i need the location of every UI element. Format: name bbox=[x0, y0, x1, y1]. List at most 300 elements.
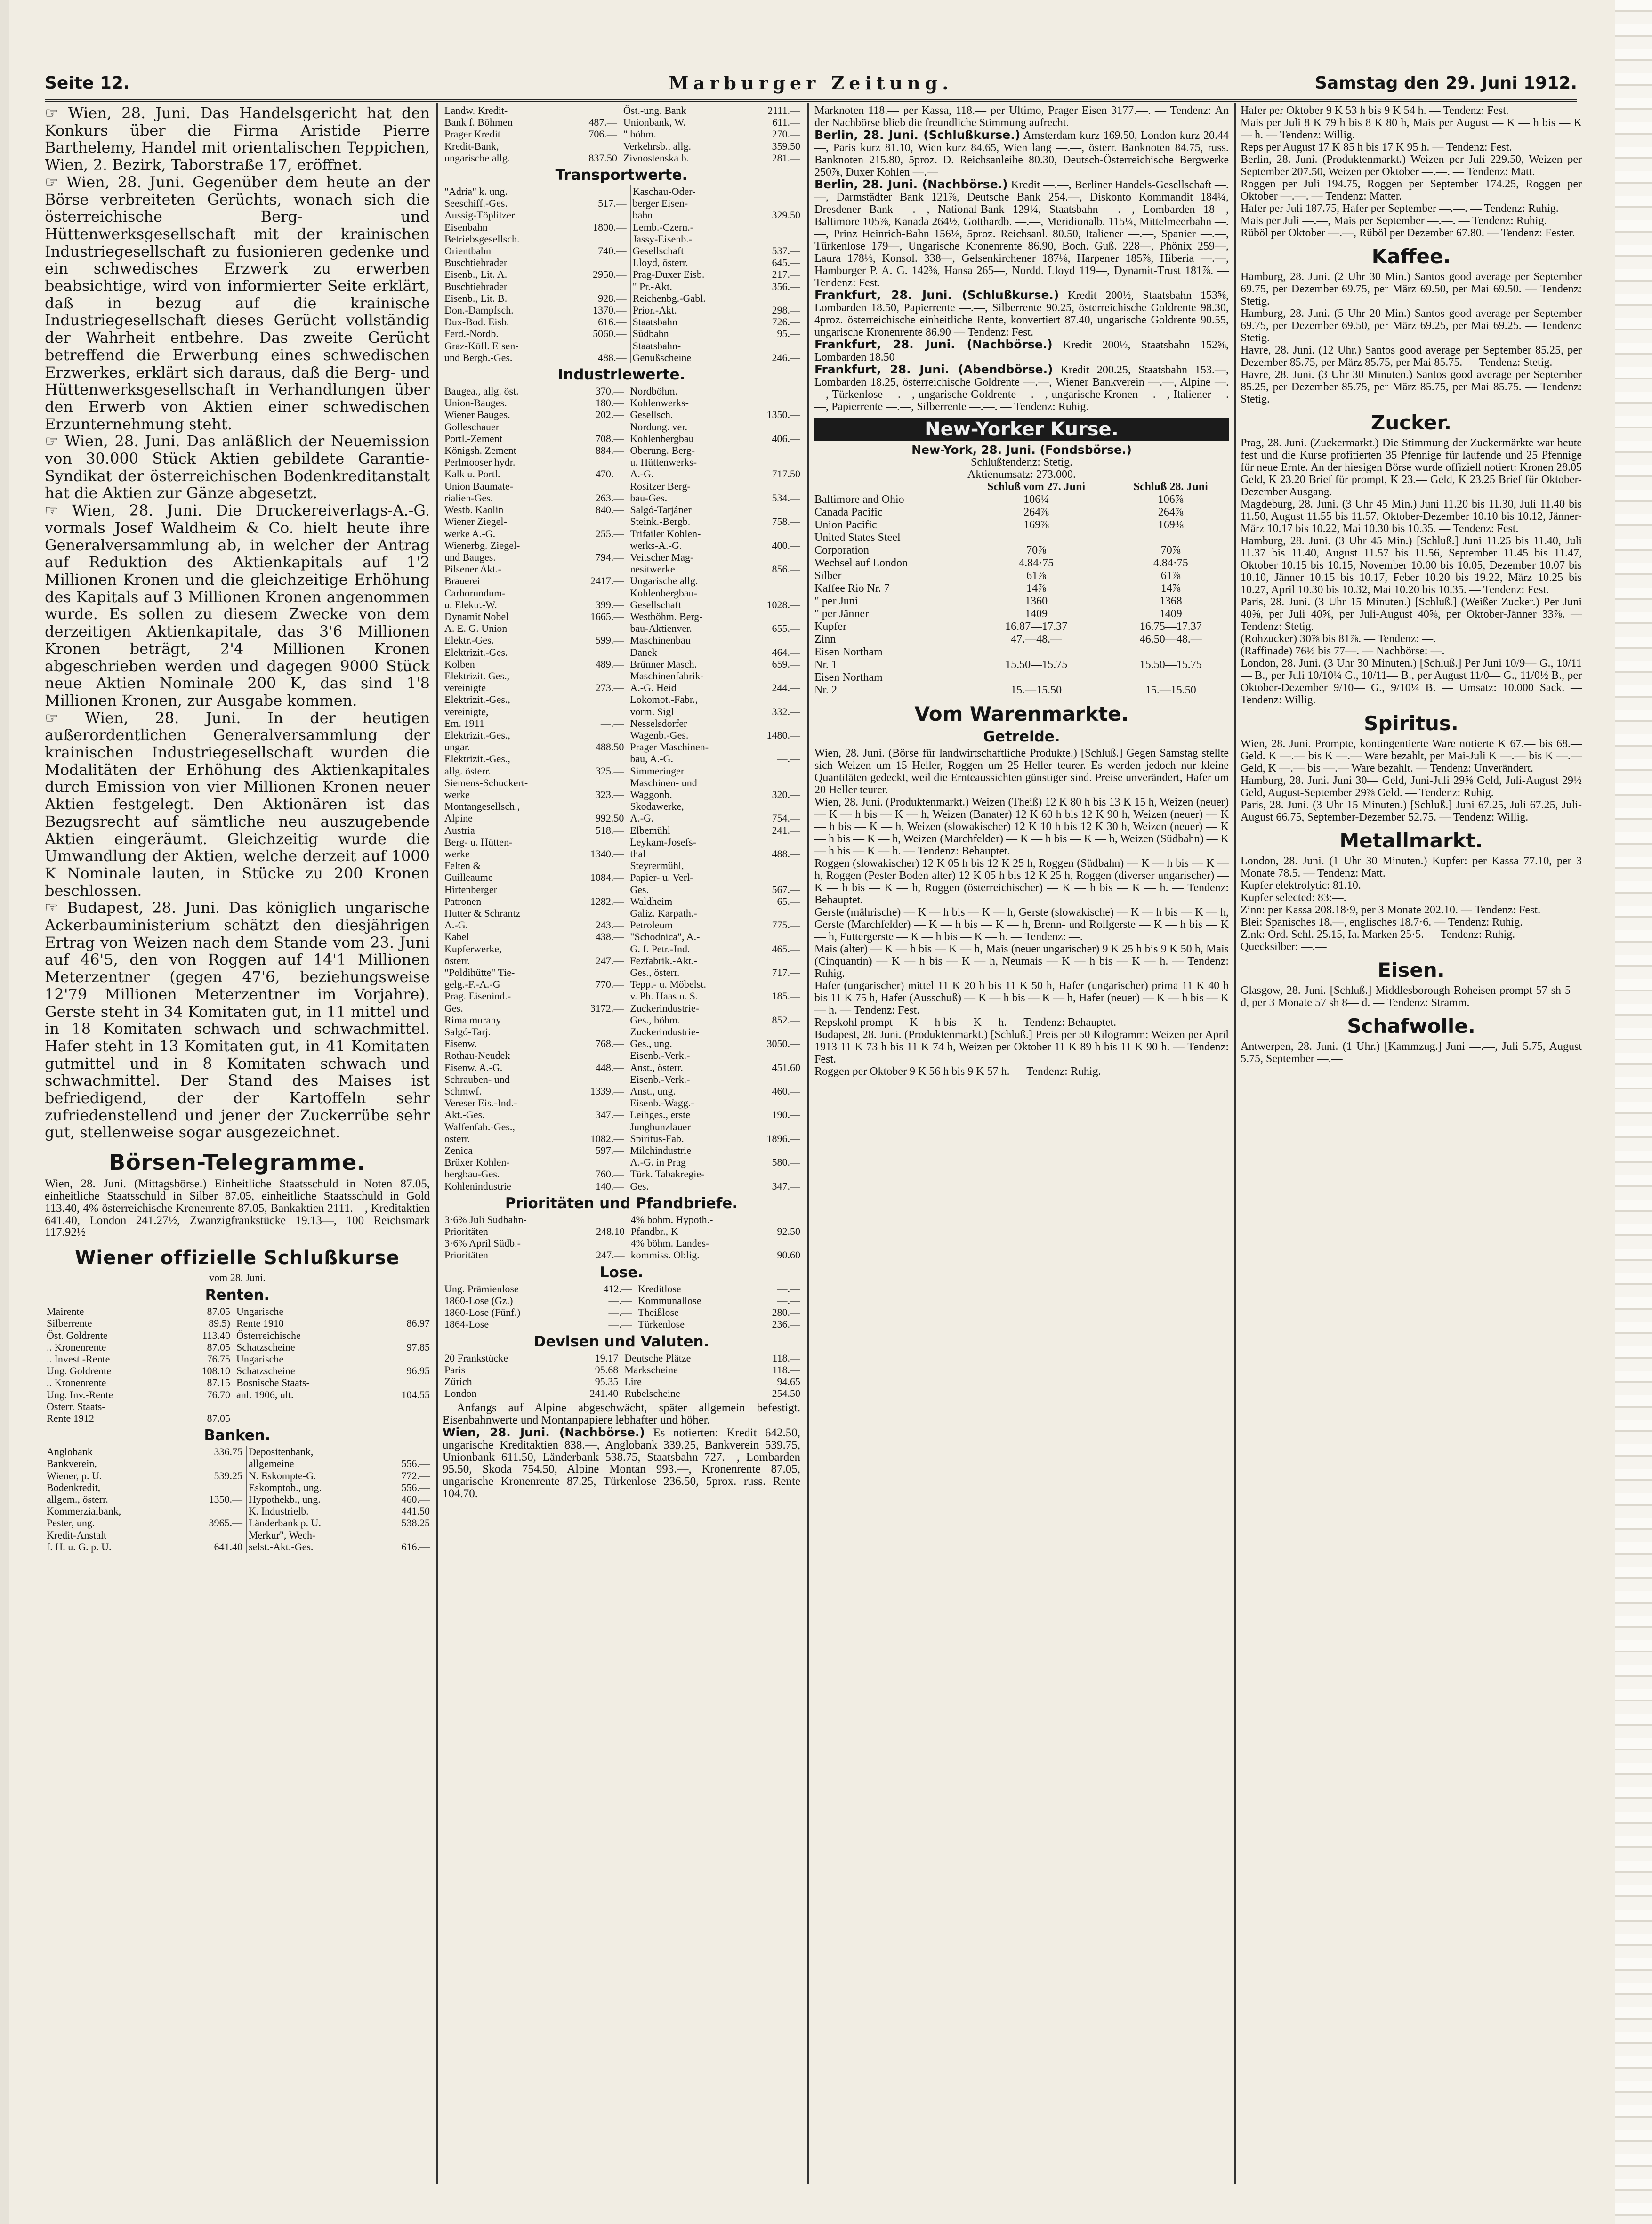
security-name: Prager Maschinen- bbox=[630, 741, 709, 753]
quote-row bbox=[443, 860, 800, 871]
security-name: Guilleaume bbox=[444, 871, 493, 884]
quote-row bbox=[45, 1317, 430, 1329]
security-name: Union-Bauges. bbox=[444, 397, 507, 409]
security-price: 928.— bbox=[569, 292, 630, 304]
ny-security: Nr. 2 bbox=[814, 684, 837, 696]
security-price: 2111.— bbox=[767, 105, 800, 116]
security-price bbox=[749, 717, 800, 729]
security-name: Bank f. Böhmen bbox=[444, 116, 513, 129]
security-price: 556.— bbox=[401, 1458, 430, 1470]
security-name: Elektrizit. Ges., bbox=[444, 669, 510, 682]
security-price: 708.— bbox=[571, 433, 628, 444]
security-price: 772.— bbox=[401, 1469, 430, 1482]
security-price: 86.97 bbox=[406, 1317, 430, 1330]
quote-row bbox=[45, 1541, 430, 1553]
security-name: Wiener Ziegel- bbox=[444, 516, 507, 528]
quote-row bbox=[443, 599, 800, 611]
security-name: Kabel bbox=[444, 931, 469, 943]
security-price bbox=[571, 836, 628, 848]
security-name: Kreditlose bbox=[638, 1282, 681, 1295]
quote-row bbox=[45, 1458, 430, 1469]
security-name: Zürich bbox=[444, 1375, 472, 1387]
security-price: 180.— bbox=[571, 397, 628, 409]
security-name: Fezfabrik.-Akt.- bbox=[630, 954, 698, 967]
security-price: 280.— bbox=[772, 1306, 800, 1319]
column-2 bbox=[443, 103, 800, 2224]
security-price: 470.— bbox=[571, 468, 628, 480]
column-3 bbox=[814, 103, 1229, 2224]
security-name: 1864-Lose bbox=[444, 1318, 489, 1330]
quote-row bbox=[443, 895, 800, 907]
devisen-table bbox=[443, 1352, 800, 1400]
security-price bbox=[571, 860, 628, 871]
ny-quote: 264⅞ bbox=[1158, 506, 1184, 518]
ny-column-header: Schluß vom 27. Juni bbox=[987, 481, 1086, 493]
quote-row bbox=[443, 955, 800, 967]
quote-row bbox=[443, 1225, 800, 1237]
quote-row bbox=[443, 836, 800, 848]
quote-row bbox=[443, 140, 800, 152]
ny-security: United States Steel bbox=[814, 532, 901, 544]
security-price: 518.— bbox=[571, 824, 628, 836]
security-name: Ges. bbox=[630, 1180, 649, 1192]
security-name: Prioritäten bbox=[444, 1225, 488, 1238]
subsection-renten: Renten. bbox=[205, 1287, 270, 1304]
security-price bbox=[749, 1097, 800, 1109]
security-price bbox=[571, 800, 628, 812]
security-price: 244.— bbox=[772, 682, 800, 694]
ny-header-row bbox=[814, 481, 1229, 493]
security-price: 1028.— bbox=[766, 598, 800, 611]
quote-row bbox=[443, 1376, 800, 1387]
quote-row bbox=[443, 105, 800, 116]
ny-security: Canada Pacific bbox=[814, 506, 883, 518]
security-price: 3172.— bbox=[571, 1002, 628, 1014]
ny-security: " per Jänner bbox=[814, 608, 869, 620]
security-price: 95.35 bbox=[563, 1376, 622, 1387]
security-price: 597.— bbox=[571, 1144, 628, 1156]
security-price: 1800.— bbox=[569, 221, 630, 233]
security-price bbox=[749, 907, 800, 919]
quote-row bbox=[443, 1121, 800, 1133]
security-name: Kredit-Anstalt bbox=[47, 1529, 107, 1541]
security-name: Leihges., erste bbox=[630, 1109, 691, 1121]
quote-row bbox=[443, 1085, 800, 1097]
quote-row bbox=[443, 789, 800, 800]
security-name: Anst., österr. bbox=[630, 1061, 683, 1073]
security-price: 489.— bbox=[571, 658, 628, 670]
quote-row bbox=[45, 1505, 430, 1517]
security-name: Türk. Tabakregie- bbox=[630, 1168, 705, 1180]
security-name: "Poldihütte" Tie- bbox=[444, 967, 515, 979]
quote-row bbox=[443, 1352, 800, 1364]
security-price bbox=[571, 753, 628, 765]
security-name: Wagenb.-Ges. bbox=[630, 729, 689, 741]
quote-row bbox=[443, 257, 800, 268]
quote-row bbox=[443, 1295, 800, 1306]
security-name: Seeschiff.-Ges. bbox=[444, 197, 508, 210]
security-price bbox=[571, 421, 628, 433]
security-name: Kohlenwerks- bbox=[630, 397, 689, 409]
ny-security: Eisen Northam bbox=[814, 646, 883, 658]
security-name: Rositzer Berg- bbox=[630, 480, 691, 492]
security-name: kommiss. Oblig. bbox=[630, 1249, 700, 1261]
ny-row bbox=[814, 532, 1229, 544]
ny-subheader: New-York, 28. Juni. (Fondsbörse.) Schlußtendenz: Stetig. Aktienumsatz: 273.000. bbox=[911, 443, 1132, 481]
security-name: Vereser Eis.-Ind.- bbox=[444, 1097, 517, 1109]
quote-row bbox=[443, 456, 800, 468]
security-price: 87.15 bbox=[173, 1377, 234, 1388]
quote-row bbox=[443, 1038, 800, 1049]
security-name: Silberrente bbox=[47, 1317, 92, 1330]
column-3-text: Marknoten 118.— per Kassa, 118.— per Ultimo, Prager Eisen 3177.—. — Tendenz: An der Nachbörse blieb die freundliche Stimmung aufrecht. Berlin, 28. Juni. (Schlußkurse.) Amsterdam kurz 169.50, London kurz 20.44—, Paris kurz 81.10, Wien kurz 84.65, Wien lang —.—, österr. Banknoten 84.75, russ. Banknoten 215.80, 5proz. D. Reichsanleihe 80.30, Deutsch-Österreichische Bergwerke 250⅞, Duxer Kohlen —.— Berlin, 28. Juni. (Nachbörse.) Kredit —.—, Berliner Handels-Gesellschaft —.—, Darmstädter Bank 121⅞, Deutsche Bank 254.—, Diskonto Kommandit 184¼, Dresdener Bank —.—, National-Bank 129¼, Staatsbahn —.—, Lombarden 18—, Baltimore 105⅞, Kanada 264½, Gotthardb. —.—, Meridionalb. 115¼, Mittelmeerbahn —.—, Prinz Heinrich-Bahn 156⅛, 5proz. Reichsanl. 80.50, Italiener —.—, Spanier —.—, Türkenlose 179—, Ungarische Kronenrente 86.90, Boch. Guß. 228—, Phönix 259—, Laura 178⅛, Konsol. 338—, Gelsenkirchener 187⅛, Harpener 185⅞, Hiberia —.—, Hamburger P. A. G. 142⅜, Hansa 265—, Nordd. Lloyd 119—, Dynamit-Trust 181⅞. — Tendenz: Fest. Frankfurt, 28. Juni. (Schlußkurse.) Kredit 200½, Staatsbahn 153⅝, Lombarden 18.50, Papierrente —.—, Silberrente 90.25, österreichische Goldrente 98.30, 4proz. österreichische einheitliche Rente, konvertiert 87.40, ungarische Goldrente 90.55, ungarische Kronenrente 86.90 — Tendenz: Fest. Frankfurt, 28. Juni. (Nachbörse.) Kredit 200½, Staatsbahn 152⅝, Lombarden 18.50 Frankfurt, 28. Juni. (Abendbörse.) Kredit 200.25, Staatsbahn 153.—, Lombarden 18.25, österreichische Goldrente —.—, Wiener Bankverein —.—, Alpine —.—, Türkenlose —.—, ungarische Goldrente —.—, ungarische Kronen —.—, Italiener —.—, Papierrente —.—, Silberrente —.—. — Tendenz: Ruhig. bbox=[814, 105, 1229, 413]
ny-quote: 1360 bbox=[1025, 595, 1048, 607]
security-price: 768.— bbox=[571, 1038, 628, 1049]
security-name: " böhm. bbox=[623, 128, 656, 140]
security-price: —.— bbox=[579, 1318, 636, 1330]
security-price bbox=[569, 209, 630, 221]
security-price: 556.— bbox=[401, 1481, 430, 1493]
quote-row bbox=[443, 693, 800, 705]
security-price: 754.— bbox=[772, 812, 800, 824]
section-title-metallmarkt: Metallmarkt. bbox=[1339, 829, 1483, 852]
ny-quote: 47.—48.— bbox=[1011, 633, 1062, 645]
security-name: Steink.-Bergb. bbox=[630, 516, 691, 528]
security-price: 263.— bbox=[571, 492, 628, 504]
security-name: Nesselsdorfer bbox=[630, 717, 687, 729]
ny-row bbox=[814, 659, 1229, 671]
quote-row bbox=[443, 907, 800, 919]
issue-date: Samstag den 29. Juni 1912. bbox=[1314, 73, 1577, 93]
security-price bbox=[749, 670, 800, 682]
security-name: Staatsbahn- bbox=[632, 339, 681, 352]
security-price: 87.05 bbox=[173, 1412, 234, 1424]
ny-security: Wechsel auf London bbox=[814, 557, 908, 569]
security-name: Maschinenbau bbox=[630, 634, 691, 646]
ny-quote: 106¼ bbox=[1023, 493, 1049, 506]
security-price: 1340.— bbox=[571, 848, 628, 860]
ny-quote: 4.84·75 bbox=[1153, 557, 1188, 569]
quote-row bbox=[443, 1097, 800, 1109]
security-price: 202.— bbox=[571, 409, 628, 420]
ny-quote: 70⅞ bbox=[1026, 544, 1047, 556]
security-name: Öst.-ung. Bank bbox=[623, 105, 686, 116]
quote-row bbox=[443, 622, 800, 634]
security-price: 717.50 bbox=[772, 468, 800, 480]
security-price bbox=[749, 1121, 800, 1133]
quote-row bbox=[443, 931, 800, 943]
quote-row bbox=[443, 340, 800, 352]
ny-row bbox=[814, 519, 1229, 532]
ny-row bbox=[814, 506, 1229, 519]
kaffee-reports: Hamburg, 28. Juni. (2 Uhr 30 Min.) Santos good average per September 69.75, per Dezember 69.75, per März 69.50, per Mai 69.50. — Tendenz: Stetig. Hamburg, 28. Juni. (5 Uhr 20 Min.) Santos good average per September 69.75, per Dezember 69.50, per März 69.25, per Mai 69.25. — Tendenz: Stetig. Havre, 28. Juni. (12 Uhr.) Santos good average per September 85.25, per Dezember 85.75, per März 85.75, per Mai 85.75. — Tendenz: Stetig. Havre, 28. Juni. (3 Uhr 30 Minuten.) Santos good average per September 85.25, per Dezember 85.75, per März 85.75, per Mai 85.75. — Tendenz: Stetig. bbox=[1241, 271, 1582, 405]
security-name: allgemeine bbox=[248, 1458, 294, 1470]
quote-row bbox=[443, 304, 800, 316]
security-price bbox=[749, 955, 800, 967]
security-name: gelg.-F.-A.-G bbox=[444, 978, 500, 991]
security-price: 399.— bbox=[571, 599, 628, 611]
quote-row bbox=[443, 268, 800, 280]
security-name: .. Invest.-Rente bbox=[47, 1353, 110, 1365]
quote-row bbox=[443, 551, 800, 563]
security-price: 92.50 bbox=[777, 1225, 800, 1238]
ny-quote: 61⅞ bbox=[1160, 570, 1181, 582]
security-price bbox=[180, 1482, 247, 1493]
security-price: 726.— bbox=[772, 316, 800, 328]
security-price bbox=[754, 197, 800, 209]
security-price: 281.— bbox=[772, 152, 800, 164]
security-name: Ges. bbox=[444, 1002, 463, 1014]
security-price bbox=[569, 257, 630, 268]
security-price: —.— bbox=[777, 1282, 800, 1295]
security-name: Wiener Bauges. bbox=[444, 409, 510, 421]
security-name: Türkenlose bbox=[638, 1318, 685, 1330]
security-price bbox=[749, 421, 800, 433]
security-name: Paris bbox=[444, 1363, 465, 1376]
ny-row bbox=[814, 620, 1229, 633]
security-price bbox=[571, 907, 628, 919]
security-price: 108.10 bbox=[173, 1365, 234, 1377]
security-price bbox=[749, 1002, 800, 1014]
security-price: 488.50 bbox=[571, 741, 628, 753]
security-name: Pester, ung. bbox=[47, 1517, 95, 1529]
security-price: 645.— bbox=[772, 257, 800, 269]
security-price: 241.40 bbox=[563, 1387, 622, 1399]
security-name: u. Elektr.-W. bbox=[444, 598, 497, 611]
security-price bbox=[749, 800, 800, 812]
security-price bbox=[571, 1097, 628, 1109]
security-name: .. Kronenrente bbox=[47, 1377, 106, 1389]
security-price: 65.— bbox=[777, 895, 800, 907]
security-name: Eisenb., Lit. A. bbox=[444, 268, 508, 281]
security-price: 2417.— bbox=[571, 575, 628, 587]
security-name: Kaschau-Oder- bbox=[632, 185, 696, 198]
security-price: 616.— bbox=[569, 316, 630, 328]
security-price: 329.50 bbox=[772, 209, 800, 221]
security-name: 4% böhm. Landes- bbox=[630, 1237, 709, 1249]
security-name: Ges., ung. bbox=[630, 1038, 672, 1050]
security-name: Rubelscheine bbox=[624, 1387, 680, 1400]
security-price: 1480.— bbox=[766, 729, 800, 741]
security-name: Rothau-Neudek bbox=[444, 1049, 510, 1062]
security-price: 87.05 bbox=[173, 1341, 234, 1353]
ny-row bbox=[814, 646, 1229, 659]
ny-security: Nr. 1 bbox=[814, 659, 837, 671]
ny-quote: 1409 bbox=[1025, 608, 1048, 620]
quote-row bbox=[443, 492, 800, 504]
quote-row bbox=[443, 128, 800, 140]
quote-row bbox=[443, 421, 800, 433]
security-price: 539.25 bbox=[180, 1470, 247, 1482]
ny-row bbox=[814, 493, 1229, 506]
quote-row bbox=[443, 1180, 800, 1192]
security-name: Schatzscheine bbox=[236, 1365, 295, 1377]
security-price bbox=[749, 693, 800, 705]
security-price bbox=[763, 1214, 800, 1225]
quote-row bbox=[443, 1283, 800, 1295]
ny-column-header bbox=[814, 481, 960, 493]
quote-row bbox=[443, 1014, 800, 1026]
ny-column-header: Schluß 28. Juni bbox=[1133, 481, 1208, 493]
security-name: Anst., ung. bbox=[630, 1085, 676, 1097]
quote-row bbox=[45, 1529, 430, 1541]
security-name: Theißlose bbox=[638, 1306, 679, 1319]
security-name: bergbau-Ges. bbox=[444, 1168, 500, 1180]
quote-row bbox=[443, 1133, 800, 1144]
security-name: Markscheine bbox=[624, 1363, 678, 1376]
quote-row bbox=[443, 152, 800, 164]
security-price: 97.85 bbox=[406, 1341, 430, 1353]
security-name: Depositenbank, bbox=[248, 1446, 314, 1458]
security-price: 599.— bbox=[571, 634, 628, 646]
security-price bbox=[571, 540, 628, 551]
security-price bbox=[571, 729, 628, 741]
security-name: Eisenb.-Verk.- bbox=[630, 1049, 690, 1062]
security-price bbox=[749, 1049, 800, 1061]
ny-row bbox=[814, 608, 1229, 620]
security-name: Reichenbg.-Gabl. bbox=[632, 292, 706, 304]
security-price bbox=[754, 185, 800, 197]
security-name: u. Hüttenwerks- bbox=[630, 456, 697, 468]
quote-row bbox=[443, 990, 800, 1002]
security-price: 320.— bbox=[772, 788, 800, 800]
section-title-new-york: New-Yorker Kurse. bbox=[814, 418, 1229, 441]
security-price: 406.— bbox=[772, 432, 800, 444]
security-name: ungarische allg. bbox=[444, 152, 510, 164]
security-price bbox=[571, 693, 628, 705]
security-price bbox=[379, 1446, 430, 1458]
quote-row bbox=[443, 753, 800, 765]
security-name: Waffenfab.-Ges., bbox=[444, 1120, 515, 1133]
security-price: 488.— bbox=[772, 847, 800, 860]
quote-row bbox=[443, 316, 800, 328]
quote-row bbox=[443, 385, 800, 397]
quote-row bbox=[443, 1002, 800, 1014]
security-name: Öst. Goldrente bbox=[47, 1329, 108, 1341]
security-price: 243.— bbox=[571, 919, 628, 931]
security-name: Waldheim bbox=[630, 895, 673, 907]
security-price bbox=[749, 1026, 800, 1038]
security-name: Dux-Bod. Eisb. bbox=[444, 316, 509, 328]
security-price bbox=[571, 480, 628, 492]
banken-table bbox=[45, 1446, 430, 1553]
quote-row bbox=[443, 1073, 800, 1085]
security-price bbox=[571, 777, 628, 789]
ny-row bbox=[814, 595, 1229, 608]
security-name: Elektrizit.-Ges. bbox=[444, 646, 508, 658]
spiritus-reports: Wien, 28. Juni. Prompte, kontingentierte Ware notierte K 67.— bis 68.— Geld. K —.— bis K —.— Ware bezahlt, per Mai-Juli K —.— bis K —.— Geld, K —.— bis —.— Ware bezahlt. — Tendenz: Unverändert. Hamburg, 28. Juni. Juni 30— Geld, Juni-Juli 29⅝ Geld, Juli-August 29½ Geld, August-September 29⅞ Geld. — Tendenz: Ruhig. Paris, 28. Juni. (3 Uhr 15 Minuten.) [Schluß.] Juni 67.25, Juli 67.25, Juli-August 66.75, September-Dezember 52.75. — Tendenz: Willig. bbox=[1241, 738, 1582, 823]
security-price bbox=[749, 480, 800, 492]
security-price: 347.— bbox=[772, 1180, 800, 1192]
security-price bbox=[749, 634, 800, 646]
security-name: Siemens-Schuckert- bbox=[444, 776, 528, 789]
security-name: Kohlenbergbau- bbox=[630, 587, 697, 599]
security-price bbox=[569, 233, 630, 245]
metall-reports: London, 28. Juni. (1 Uhr 30 Minuten.) Kupfer: per Kassa 77.10, per 3 Monate 78.5. — Tendenz: Matt. Kupfer elektrolytic: 81.10. Kupfer selected: 83:—. Zinn: per Kassa 208.18·9, per 3 Monate 202.10. — Tendenz: Fest. Blei: Spanisches 18.—, englisches 18.7·6. — Tendenz: Ruhig. Zink: Ord. Schl. 25.15, Ia. Marken 25·5. — Tendenz: Ruhig. Quecksilber: —.— bbox=[1241, 855, 1582, 953]
ny-row bbox=[814, 582, 1229, 595]
ny-quote bbox=[960, 646, 1113, 659]
quote-row bbox=[443, 978, 800, 990]
security-name: Ungarische bbox=[236, 1353, 284, 1365]
security-price bbox=[749, 575, 800, 587]
column-rule bbox=[807, 103, 809, 2184]
security-price: 534.— bbox=[772, 492, 800, 504]
security-price: 270.— bbox=[772, 128, 800, 140]
security-name: Buschtiehrader bbox=[444, 280, 508, 292]
quote-row bbox=[443, 1026, 800, 1038]
security-name: Ges. bbox=[630, 883, 649, 895]
quote-row bbox=[443, 884, 800, 895]
security-name: werks-A.-G. bbox=[630, 539, 682, 551]
security-price: 884.— bbox=[571, 444, 628, 456]
security-price: 118.— bbox=[772, 1352, 800, 1364]
security-name: Patronen bbox=[444, 895, 482, 907]
security-name: Perlmooser hydr. bbox=[444, 456, 516, 468]
security-price bbox=[749, 611, 800, 622]
security-price: 1350.— bbox=[766, 409, 800, 421]
security-price bbox=[571, 456, 628, 468]
security-price bbox=[564, 105, 621, 116]
security-price bbox=[379, 1529, 430, 1541]
security-price bbox=[571, 1073, 628, 1085]
quote-row bbox=[443, 528, 800, 540]
security-price bbox=[749, 587, 800, 599]
security-price bbox=[571, 706, 628, 717]
quote-row bbox=[443, 1364, 800, 1376]
security-name: Länderbank p. U. bbox=[248, 1517, 321, 1529]
security-price: 460.— bbox=[401, 1493, 430, 1506]
quote-row bbox=[443, 1318, 800, 1330]
ny-quote: 1409 bbox=[1159, 608, 1182, 620]
ny-quote: 169⅜ bbox=[1158, 519, 1184, 531]
subsection-getreide: Getreide. bbox=[983, 728, 1060, 745]
quote-row bbox=[443, 221, 800, 233]
security-price: 246.— bbox=[772, 351, 800, 363]
security-price bbox=[571, 646, 628, 658]
security-price: 336.75 bbox=[180, 1446, 247, 1458]
security-price bbox=[754, 340, 800, 352]
security-price bbox=[571, 1026, 628, 1038]
security-name: Veitscher Mag- bbox=[630, 551, 694, 563]
security-name: Ferd.-Nordb. bbox=[444, 328, 499, 340]
ny-quote: 15.50—15.75 bbox=[1005, 659, 1068, 671]
news-item: ☞ Wien, 28. Juni. Das Handelsgericht hat den Konkurs über die Firma Aristide Pierre Barthelemy, Handel mit orientalischen Teppichen, Wien, 2. Bezirk, Taborstraße 17, eröffnet. bbox=[45, 104, 430, 174]
security-price: 441.50 bbox=[401, 1505, 430, 1517]
section-title-eisen: Eisen. bbox=[1378, 959, 1445, 982]
security-name: K. Industrielb. bbox=[248, 1505, 309, 1517]
security-name: Graz-Köfl. Eisen- bbox=[444, 339, 519, 352]
security-price: 190.— bbox=[772, 1109, 800, 1121]
quote-row bbox=[443, 611, 800, 622]
quote-row bbox=[45, 1341, 430, 1353]
security-name: Berg- u. Hütten- bbox=[444, 836, 513, 848]
security-name: Zuckerindustrie- bbox=[630, 1026, 699, 1038]
security-price: 717.— bbox=[772, 967, 800, 979]
security-name: Hirtenberger bbox=[444, 883, 497, 895]
security-name: nesitwerke bbox=[630, 563, 675, 575]
quote-row bbox=[443, 197, 800, 209]
security-price: 537.— bbox=[772, 245, 800, 257]
ny-security: Silber bbox=[814, 570, 842, 582]
security-name: rialien-Ges. bbox=[444, 492, 493, 504]
quote-row bbox=[443, 1387, 800, 1399]
security-price: 794.— bbox=[571, 551, 628, 563]
security-name: Pfandbr., K bbox=[630, 1225, 678, 1238]
quote-row bbox=[443, 824, 800, 836]
security-name: Bankverein, bbox=[47, 1458, 97, 1470]
security-name: Südbahn bbox=[632, 328, 669, 340]
news-item: ☞ Wien, 28. Juni. Das anläßlich der Neuemission von 30.000 Stück Aktien gebildete Garantie-Syndikat der österreichischen Bodenkreditanstalt hat die Aktien zur Gänze abgesetzt. bbox=[45, 432, 430, 502]
